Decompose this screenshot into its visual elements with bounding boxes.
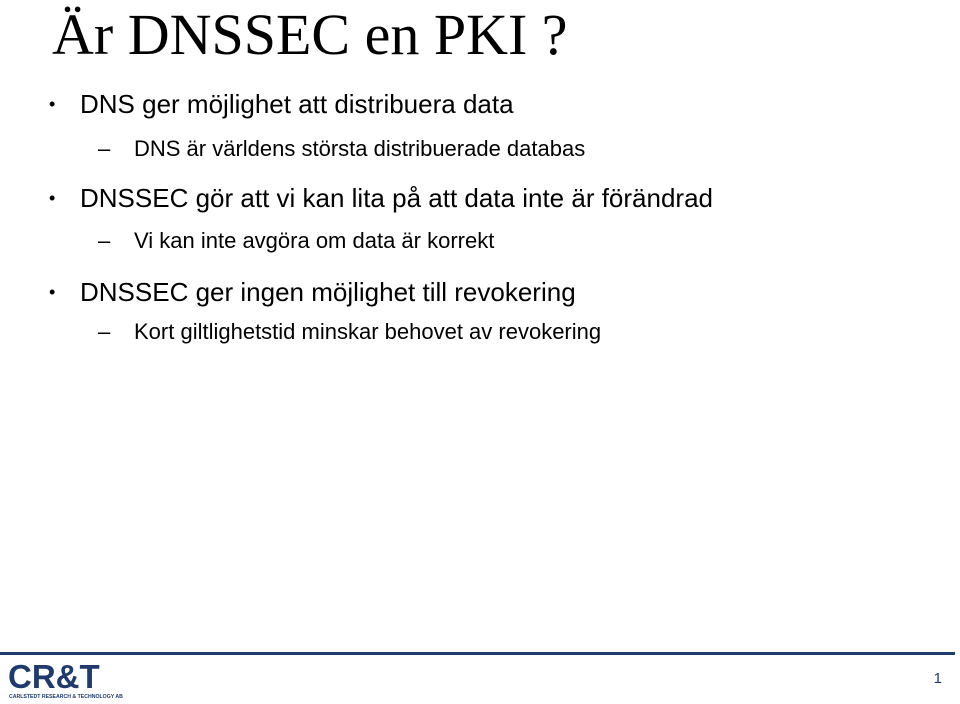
sub-bullet-text: Vi kan inte avgöra om data är korrekt <box>134 228 495 253</box>
sub-bullet-marker: – <box>98 319 111 344</box>
bullet-text: DNS ger möjlighet att distribuera data <box>80 89 514 119</box>
footer-divider <box>0 652 955 655</box>
page-number: 1 <box>933 670 942 687</box>
bullet-item <box>49 277 576 307</box>
sub-bullet-item <box>98 319 602 345</box>
bullet-item <box>49 89 514 119</box>
sub-bullet-marker: – <box>98 228 111 253</box>
logo-tagline: CARLSTEDT RESEARCH & TECHNOLOGY AB <box>9 694 123 700</box>
bullet-marker: • <box>49 94 56 114</box>
sub-bullet-text: DNS är världens största distribuerade databas <box>134 136 586 161</box>
sub-bullet-text: Kort giltlighetstid minskar behovet av revokering <box>134 319 602 344</box>
logo-wordmark: CR&T <box>8 659 100 695</box>
bullet-text: DNSSEC ger ingen möjlighet till revokering <box>80 277 576 307</box>
sub-bullet-marker: – <box>98 136 111 161</box>
bullet-marker: • <box>49 188 56 208</box>
sub-bullet-item <box>98 136 586 162</box>
crt-logo-icon <box>6 659 138 701</box>
slide-title: Är DNSSEC en PKI ? <box>52 2 568 67</box>
bullet-item <box>49 183 714 213</box>
bullet-text: DNSSEC gör att vi kan lita på att data inte är förändrad <box>80 183 714 213</box>
sub-bullet-item <box>98 228 495 254</box>
bullet-marker: • <box>49 282 56 302</box>
